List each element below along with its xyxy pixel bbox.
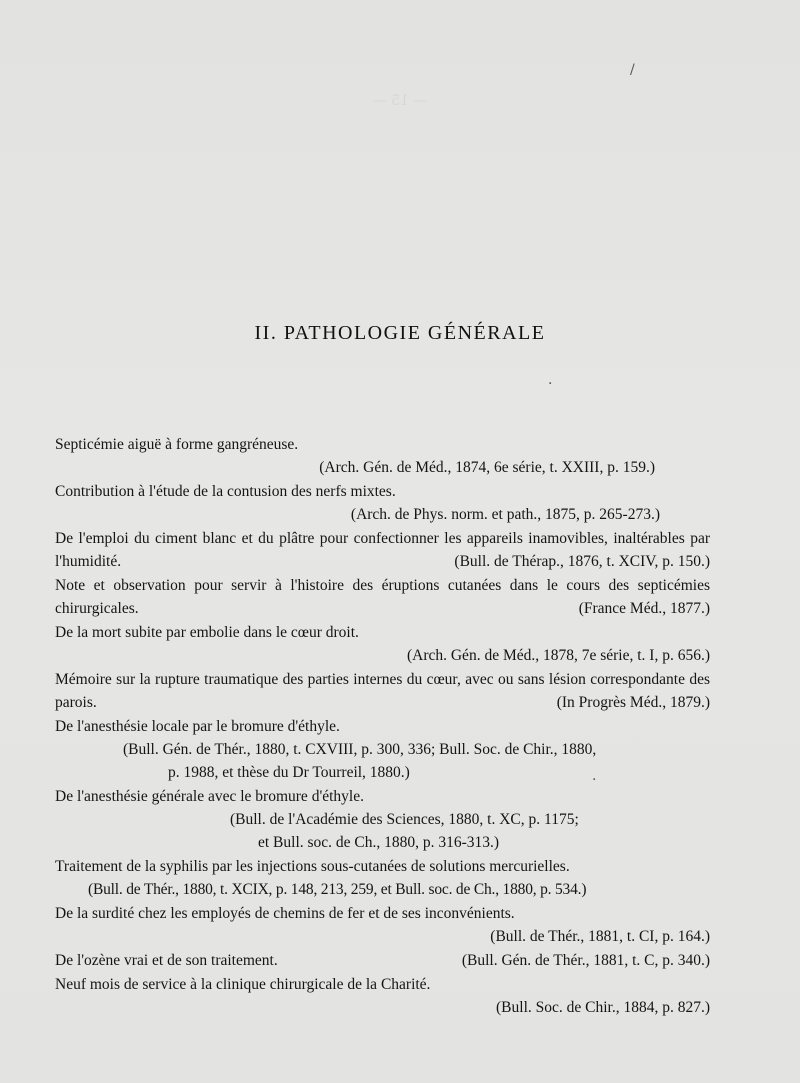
entry-title: Traitement de la syphilis par les injections sous-cutanées de solutions mercurielles. xyxy=(55,858,570,875)
entry-reference-line-2: p. 1988, et thèse du Dr Tourreil, 1880.) xyxy=(168,764,410,781)
entry-title: Septicémie aiguë à forme gangréneuse. xyxy=(55,436,299,453)
list-item xyxy=(55,574,710,620)
entry-title: De l'anesthésie locale par le bromure d'éthyle. xyxy=(55,718,340,735)
entry-reference: (Bull. de Thér., 1881, t. CI, p. 164.) xyxy=(490,928,710,945)
ink-speck: / xyxy=(630,62,635,78)
list-item xyxy=(55,621,710,667)
entry-title: De l'emploi du ciment blanc et du plâtre pour confectionner les appareils inamovibles, inaltérables par l'humidité. xyxy=(55,530,710,570)
list-item xyxy=(55,973,710,1019)
entry-reference: (Bull. Gén. de Thér., 1881, t. C, p. 340.) xyxy=(461,952,710,969)
entry-reference: (Arch. Gén. de Méd., 1874, 6e série, t. XXIII, p. 159.) xyxy=(319,459,655,476)
entry-title: De l'anesthésie générale avec le bromure d'éthyle. xyxy=(55,788,364,805)
entry-title: De la mort subite par embolie dans le cœur droit. xyxy=(55,624,359,641)
section-heading: II. PATHOLOGIE GÉNÉRALE xyxy=(254,322,546,344)
list-item xyxy=(55,668,710,714)
bleed-page-number: — 15 — xyxy=(372,93,428,109)
entry-reference: (Bull. de Thérap., 1876, t. XCIV, p. 150.) xyxy=(454,553,710,570)
list-item xyxy=(55,949,710,972)
entry-title: Contribution à l'étude de la contusion des nerfs mixtes. xyxy=(55,483,396,500)
bibliography-list xyxy=(55,433,710,1020)
entry-reference-line-2: et Bull. soc. de Ch., 1880, p. 316-313.) xyxy=(258,834,500,851)
list-item xyxy=(55,715,710,784)
entry-title: Note et observation pour servir à l'histoire des éruptions cutanées dans le cours des septicémies chirurgicales. xyxy=(55,577,710,617)
entry-reference-line-1: (Bull. de l'Académie des Sciences, 1880, t. XC, p. 1175; xyxy=(230,811,579,828)
ink-speck: · xyxy=(592,772,597,788)
entry-title: De la surdité chez les employés de chemins de fer et de ses inconvénients. xyxy=(55,905,515,922)
entry-title: Mémoire sur la rupture traumatique des parties internes du cœur, avec ou sans lésion correspondante des parois. xyxy=(55,671,710,711)
entry-reference: (Bull. Soc. de Chir., 1884, p. 827.) xyxy=(496,999,710,1016)
entry-reference: (France Méd., 1877.) xyxy=(578,600,710,617)
list-item xyxy=(55,433,710,479)
list-item xyxy=(55,902,710,948)
entry-reference: (Arch. de Phys. norm. et path., 1875, p. 265-273.) xyxy=(350,506,660,523)
list-item xyxy=(55,527,710,573)
entry-title: De l'ozène vrai et de son traitement. xyxy=(55,952,278,969)
entry-reference: (Bull. de Thér., 1880, t. XCIX, p. 148, 213, 259, et Bull. soc. de Ch., 1880, p. 534.) xyxy=(88,881,587,898)
list-item xyxy=(55,855,710,901)
entry-reference-line-1: (Bull. Gén. de Thér., 1880, t. CXVIII, p. 300, 336; Bull. Soc. de Chir., 1880, xyxy=(123,741,597,758)
entry-title: Neuf mois de service à la clinique chirurgicale de la Charité. xyxy=(55,976,431,993)
list-item xyxy=(55,480,710,526)
entry-reference: (Arch. Gén. de Méd., 1878, 7e série, t. I, p. 656.) xyxy=(406,647,710,664)
list-item xyxy=(55,785,710,854)
ink-speck: · xyxy=(548,376,553,392)
bleed-through-text xyxy=(40,90,760,112)
entry-reference: (In Progrès Méd., 1879.) xyxy=(556,694,710,711)
